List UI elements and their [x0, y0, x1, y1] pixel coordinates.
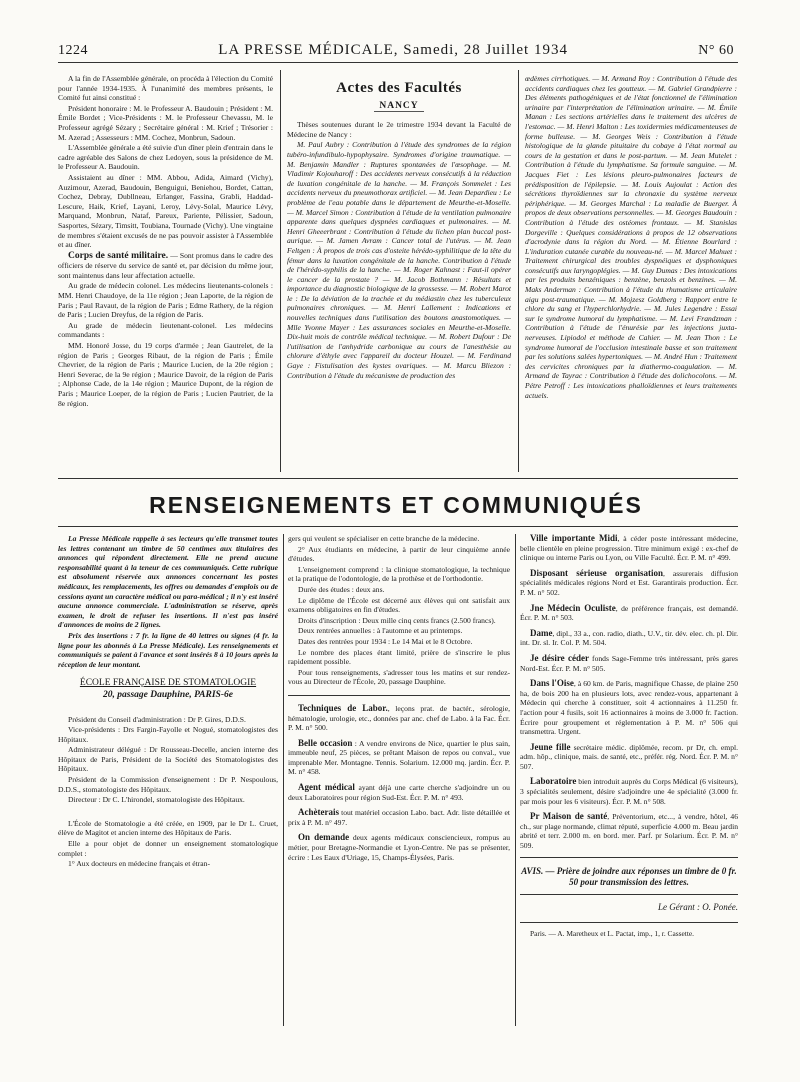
paragraph: M. Paul Aubry : Contribution à l'étude des syndromes de la région tubéro-infundibulo-hypophysaire. Syndromes d'origine traumatique. — M. Benjamin Mandler : Ruptures spontanées de l'œsophage. — M. Vladimir Kojouharoff : Des accidents nerveux consécutifs à la réduction de luxation congénitale de la hanche. — M. François Sommelet : Les accidents nerveux du pneumothorax artificiel. — M. Jean Depardieu : Le problème de l'eau potable dans le département de Meurthe-et-Moselle. — M. Marcel Simon : Contribution à l'étude de la ventilation pulmonaire apparente dans quelques dyspnées cardiaques et pulmonaires. — M. Henri Gheeerbrant : Contribution à l'étude du lichen plan buccal post-aurique. — M. Jamen Avram : Cancer total de l'utérus. — M. Jean Feltgen : À propos de trois cas d'osteite hérédo-syphilitique de la tête du fémur dans la luxation congénitale de la hanche. Contribution à l'étude de l'hérédo-syphilis de la hanche. — M. Roger Kahnast : Faut-il opérer le cancer de la prostate ? — M. Jacob Bothmann : Résultats et importance du diagnostic biologique de la grossesse. — M. Robert Marot le : De la déviation de la trachée et du médiastin chez les tuberculeux pulmonaires chroniques. — M. Henri Lallement : Indications et nouvelles techniques dans l'utilisation des boutons anastomotiques. — Mlle Yvonne Mayer : Les assurances sociales en Meurthe-et-Moselle. Dix-huit mois de contrôle médical technique. — M. Robert Dufour : De l'utilisation de l'anhydride carbonique au cours de l'anesthésie au chlorure d'éthyle avec l'appareil du docteur Houzel. — M. Ferdinand Gaye : Fistulisation des kystes ovariques. — M. Marcu Bliezon : Contribution à l'étude du mécanisme de production des — [287, 140, 511, 380]
paragraph: A la fin de l'Assemblée générale, on procéda à l'élection du Comité pour l'année 1934-1935. À l'unanimité des membres présents, le Comité fut ainsi constitué : — [58, 74, 273, 103]
section-title: RENSEIGNEMENTS ET COMMUNIQUÉS — [149, 492, 643, 518]
section-rule — [58, 478, 738, 479]
ad-text: , de préférence français, est demandé. Écr. P. M. n° 503. — [520, 603, 738, 623]
ad-text: , leçons prat. de bactér., sérologie, hématologie, urologie, etc., données par anc. chef de Labo. à la Fac. Écr. P. M. n° 500. — [288, 703, 510, 733]
section-heading: Actes des Facultés — [336, 80, 462, 96]
top-left-column — [58, 74, 273, 470]
ad-keyword: Je désire céder — [530, 652, 590, 663]
bottom-left-column — [58, 534, 278, 1044]
staff-line: Vice-présidents : Drs Fargin-Fayolle et Nogué, stomatologistes des Hôpitaux. — [58, 725, 278, 744]
classified-ad — [520, 604, 738, 623]
column-divider — [515, 534, 516, 1026]
avis-notice: AVIS. — Prière de joindre aux réponses un timbre de 0 fr. 50 pour transmission des lettres. — [521, 865, 737, 887]
column-divider — [518, 70, 519, 472]
top-right-column — [525, 74, 737, 470]
classified-ad — [520, 629, 738, 648]
ad-text: , Préventorium, etc..., à vendre, hôtel, 46 ch., sur plage normande, climat réputé, superficie 4.000 m. Beau jardin abrité et terr. 2.000 m. en bord. mer. Parf. pr Solarium. Écr. P. M. n° 509. — [520, 812, 738, 851]
bottom-middle-column — [288, 534, 510, 1044]
ad-keyword: Laboratoire — [530, 776, 577, 787]
section-rule — [58, 526, 738, 527]
paragraph: L'École de Stomatologie a été créée, en 1909, par le Dr L. Cruet, élève de Magitot et ancien interne des Hôpitaux de Paris. — [58, 818, 278, 838]
paragraph: 2° Aux étudiants en médecine, à partir de leur cinquième année d'études. — [288, 544, 510, 564]
paragraph: Elle a pour objet de donner un enseignement stomatologique complet : — [58, 839, 278, 858]
ad-keyword: Disposant sérieuse organisation — [530, 567, 664, 578]
ad-rule — [288, 695, 510, 696]
military-notice — [58, 251, 273, 281]
ad-keyword: Dame — [530, 627, 553, 638]
classified-ad — [520, 812, 738, 850]
paragraph: MM. Honoré Josse, du 19 corps d'armée ; Jean Gautrelet, de la région de Paris ; Georges Ribaut, de la région de Paris ; Émile Chevrier, de la région de Paris ; Maurice Lucien, de la 20e région ; Henri Severac, de la 9e région ; Maurice Davoir, de la région de Paris ; Alphonse Cade, de la 14e région ; Maurice Dupont, de la région de Paris ; Maurice Loeper, de la région de Paris ; Lucien Pautrier, de la 8e région. — [58, 341, 273, 408]
school-name: ÉCOLE FRANÇAISE DE STOMATOLOGIE — [79, 678, 257, 689]
ad-keyword: On demande — [298, 832, 350, 843]
staff-line: Directeur : Dr C. L'hirondel, stomatologiste des Hôpitaux. — [68, 795, 245, 805]
footer-rule — [520, 922, 738, 923]
ad-text: deux agents médicaux consciencieux, rompus au métier, pour Bretagne-Normandie et Lyon-Centre. Ne pas se présenter, écrire : Les Eaux d'Uriage, 15, Champs-Élysées, Paris. — [288, 833, 510, 862]
ad-keyword: Pr Maison de santé — [530, 811, 608, 822]
ad-text: bien introduit auprès du Corps Médical (6 visiteurs), 3 spécialités seulement, désire s'adjoindre une 4e spécialité (3.000 fr. par mois pour les 6 visiteurs). Écr. P. M. n° 508. — [520, 777, 738, 806]
staff-line: Administrateur délégué : Dr Rousseau-Decelle, ancien interne des Hôpitaux de Paris, Président de la Société des Stomatologistes des Hôpitaux. — [58, 745, 278, 774]
issue-number: N° 60 — [698, 43, 734, 58]
paragraph-text: — Sont promus dans le cadre des officiers de réserve du service de santé et, par décision du même jour, sont maintenus dans leur affectation actuelle. — [58, 250, 273, 280]
section-heading: Corps de santé militaire. — [68, 250, 169, 261]
ad-keyword: Agent médical — [298, 782, 355, 793]
top-middle-column — [287, 74, 511, 470]
ad-text: , dipl., 33 a., con. radio, diath., U.V., tir. dév. elec. ch. pl. Dir. int. Dr. sl. Ir. Col. P. M. 504. — [520, 628, 738, 648]
ad-text: secrétaire médic. diplômée, recom. pr Dr, ch. empl. adm. hôp., clinique, mais. de santé, etc., préfér. rég. Nord. Écr. P. M. n° 507. — [520, 742, 738, 771]
paragraph: 1° Aux docteurs en médecine français et étran- — [68, 859, 210, 869]
page-number: 1224 — [58, 43, 88, 58]
classified-ad — [520, 534, 738, 563]
ad-text: tout matériel occasion Labo. bact. Adr. liste détaillée et prix à P. M. n° 497. — [288, 808, 510, 827]
header-rule — [58, 62, 738, 63]
staff-line: Président de la Commission d'enseignement : Dr P. Nespoulous, D.D.S., stomatologiste des Hôpitaux. — [58, 775, 278, 794]
classified-ad — [520, 654, 738, 673]
gerant-signature: Le Gérant : O. Ponée. — [658, 901, 738, 912]
classified-ad — [520, 679, 738, 737]
paragraph: Deux rentrées annuelles : à l'automne et au printemps. — [298, 626, 463, 636]
paragraph: Thèses soutenues durant le 2e trimestre 1934 devant la Faculté de Médecine de Nancy : — [287, 120, 511, 139]
paragraph: Le nombre des places étant limité, prière de s'inscrire le plus rapidement possible. — [288, 647, 510, 667]
paragraph: Droits d'inscription : Deux mille cinq cents francs (2.500 francs). — [298, 615, 496, 625]
classified-ad — [520, 777, 738, 806]
ad-keyword: Ville importante Midi — [530, 534, 618, 543]
page-header — [58, 42, 734, 59]
ad-keyword: Achèterais — [298, 807, 339, 818]
classified-ad — [288, 739, 510, 777]
classified-ad — [288, 833, 510, 862]
notice-paragraph: La Presse Médicale rappelle à ses lecteurs qu'elle transmet toutes les lettres contenant un timbre de 50 centimes aux titulaires des annonces qui répondent directement. Elle ne prend aucune responsabilité quant à la teneur de ces communiqués. Cette rubrique est absolument réservée aux annonces concernant les postes médicaux, les remplacements, les offres ou demandes d'emplois ou de cessions ayant un caractère médical ou para-médical ; il n'y est inséré aucune annonce commerciale. L'administration se réserve, après examen, le droit de refuser les insertions. Il n'est pas inséré d'annonces de moins de 2 lignes. — [58, 534, 278, 630]
paragraph: Au grade de médecin colonel. Les médecins lieutenants-colonels : MM. Henri Chaudoye, de la 11e région ; Jean Laporte, de la région de Paris ; Paul Ravaut, de la région de Paris ; Edme Rathery, de la région de Paris ; Lucien Dreyfus, de la région de Paris. — [58, 281, 273, 320]
paragraph: œdèmes cirrhotiques. — M. Armand Roy : Contribution à l'étude des accidents cardiaques chez les goutteux. — M. Gabriel Grandpierre : Des éléments pathogéniques et de l'état fonctionnel de l'élimination urinaire par l'interprétation de l'élimination urinaire. — M. Émile Manan : Les sections artérielles dans le traitement des ulcères de l'estomac. — M. Henri Malton : Les toxidermies médicamenteuses de forme bulleuse. — M. Georges Weis : Contribution à l'étude histologique de la glande pituitaire du cobaye à l'état normal au cours de la gestation et dans le post-partum. — M. Jean Mutelet : Contribution à l'étude du lymphatisme. Sa formule sanguine. — M. Jacques Fiet : Les lésions pleuro-pulmonaires facteurs de prédisposition de l'épilepsie. — M. Louis Aujoulat : Action des sécrétions thyroïdiennes sur la chronaxie du système nerveux périphérique. — M. Georges Marchal : La maladie de Buerger. À propos de deux observations personnelles. — M. Georges Baudouin : Contribution à l'étude des ostéomes frontaux. — M. Stanislas Dorgeville : Quelques considérations à propos de 12 observations d'acrodynie dans la région du Nord. — M. Étienne Bourlard : L'induration cutanée curable du nouveau-né. — M. Marcel Mahuet : Traitement chirurgical des troubles dyspnéiques et dysphoniques consécutifs aux laryngoplégies. — M. Guy Dumas : Des intoxications par les produits benzéniques : benzène, benzols et benzines. — M. Maks Anderman : Contribution à l'étude du rhumatisme articulaire aigu post-traumatique. — M. Mojzesz Goldberg : Rapport entre le chlore du sang et l'hyperchlorhydrie. — M. Jules Legendre : Essai sur le syndrome humoral du lymphatisme. — M. Levi Frandzman : Contribution à l'étude de l'énurésie par les injections juxta-nerveuses. Lipiodol et méthode de Cahier. — M. Jean Thon : Le syndrome humoral de l'occlusion intestinale basse et son traitement par les solutions salées hypertoniques. — M. André Hun : Traitement des cervicites chroniques par la diathermo-coagulation. — M. Armand de Tayrac : Contribution à l'étude des dolichocolons. — M. Pétre Petroff : Les intoxications phalloïdiennes et leurs traitements actuels. — [525, 74, 737, 400]
masthead-title: LA PRESSE MÉDICALE, Samedi, 28 Juillet 1934 — [218, 42, 568, 58]
classified-ad — [288, 704, 510, 733]
ad-text: , à céder poste intéressant médecine, belle clientèle en pleine progression. Titre minimum exigé : ex-chef de clinique ou interne Paris ou Lyon, ou Ville Faculté. Écr. P. M. n° 499. — [520, 534, 738, 563]
ad-text: ayant déjà une carte cherche s'adjoindre un ou deux Laboratoires pour région Sud-Est. Écr. P. M. n° 493. — [288, 783, 510, 802]
paragraph: Président honoraire : M. le Professeur A. Baudouin ; Président : M. Émile Bordet ; Vice-Présidents : M. le Professeur Chevassu, M. le Professeur agrégé Sézary ; Secrétaire général : M. Krief ; Trésorier : M. Azerad ; Assesseurs : MM. Cochez, Monbrun, Sadoun. — [58, 103, 273, 142]
paragraph: Dates des rentrées pour 1934 : Le 14 Mai et le 8 Octobre. — [298, 636, 473, 646]
column-divider — [280, 70, 281, 472]
ad-keyword: Belle occasion — [298, 737, 353, 748]
ad-text: , à 60 km. de Paris, magnifique Chasse, de plaine 250 ha, de bois 200 ha en plusieurs lots, avec rendez-vous, appartenant à Médecin qui cherche à constituer, soit 4 actionnaires à 11.250 fr. l'action pour 4 fusils, soit 16 actionnaires à moins de 3.000 fr. l'action. Écrire pour groupement et réglementation à P. M. n° 506 qui transmettra. Urgent. — [520, 679, 738, 737]
faculty-name: NANCY — [374, 102, 424, 113]
paragraph: L'enseignement comprend : la clinique stomatologique, la technique et la pratique de l'odontologie, de la prothèse et de l'orthodontie. — [288, 564, 510, 584]
classified-ad — [288, 783, 510, 802]
paragraph: Le diplôme de l'École est décerné aux élèves qui ont satisfait aux examens obligatoires en fin d'études. — [288, 595, 510, 615]
ad-text: , assurerais diffusion spécialités médicales régions Nord et Est. Garantirais production. Écr. P. M. n° 502. — [520, 568, 738, 597]
staff-line: Président du Conseil d'administration : Dr P. Gires, D.D.S. — [68, 714, 246, 724]
classified-ad — [520, 569, 738, 598]
ad-keyword: Dans l'Oise — [530, 678, 574, 689]
paragraph: Durée des études : deux ans. — [298, 584, 385, 594]
paragraph: Au grade de médecin lieutenant-colonel. Les médecins commandants : — [58, 320, 273, 340]
paragraph: Pour tous renseignements, s'adresser tous les matins et sur rendez-vous au Directeur de l'École, 20, passage Dauphine. — [288, 667, 510, 687]
paragraph: Assistaient au dîner : MM. Abbou, Adida, Aimard (Vichy), Auzimour, Azerad, Baudouin, Benguigui, Beniehou, Bordet, Cattan, Cochez, Debray, Dubllneau, Erlanger, Fassina, Grabli, Haddad-Lescure, Haik, Krief, Layani, Leroy, Lévy-Solal, Maurice Lévy, Marquand, Monbrun, Nataf, Pareux, Pariente, Pélissier, Sadoun, Sasportes, Sézary, Timsitt, Toubiana, Tournade (Vichy). Une vingtaine de membres s'étaient excusés de ne pas pouvoir assister à l'Assemblée et au dîner. — [58, 172, 273, 250]
classified-ad — [520, 743, 738, 772]
ad-text: : A vendre environs de Nice, quartier le plus sain, immeuble neuf, 25 pièces, se prêtant Maison de repos ou conval., vue imprenable Mer. Montagne. Tennis. Solarium. 12.000 mq. jardin. Écr. P. M. n° 458. — [288, 738, 510, 777]
classified-ad — [288, 808, 510, 827]
ad-keyword: Techniques de Labor. — [298, 702, 388, 713]
bottom-right-column — [520, 534, 738, 1044]
ad-keyword: Jeune fille — [530, 741, 571, 752]
column-divider — [283, 534, 284, 1026]
school-address: 20, passage Dauphine, PARIS-6e — [103, 689, 233, 700]
avis-rule — [520, 894, 738, 895]
printer-line: Paris. — A. Maretheux et L. Pactat, imp., 1, r. Cassette. — [530, 929, 695, 939]
notice-paragraph: Prix des insertions : 7 fr. la ligne de 40 lettres ou signes (4 fr. la ligne pour les abonnés à La Presse Médicale). Les renseignements et communiqués se paient à l'avance et sont insérés 8 à 10 jours après la réception de leur montant. — [58, 630, 278, 669]
ad-text: fonds Sage-Femme très intéressant, près gares Nord-Est. Écr. P. M. n° 505. — [520, 653, 738, 673]
ad-keyword: Jne Médecin Oculiste — [530, 602, 616, 613]
avis-rule — [520, 857, 738, 858]
paragraph: L'Assemblée générale a été suivie d'un dîner plein d'entrain dans le cadre agréable des Salons de chez Ledoyen, sous la présidence de M. le Professeur A. Baudouin. — [58, 143, 273, 172]
paragraph: gers qui veulent se spécialiser en cette branche de la médecine. — [288, 534, 480, 543]
